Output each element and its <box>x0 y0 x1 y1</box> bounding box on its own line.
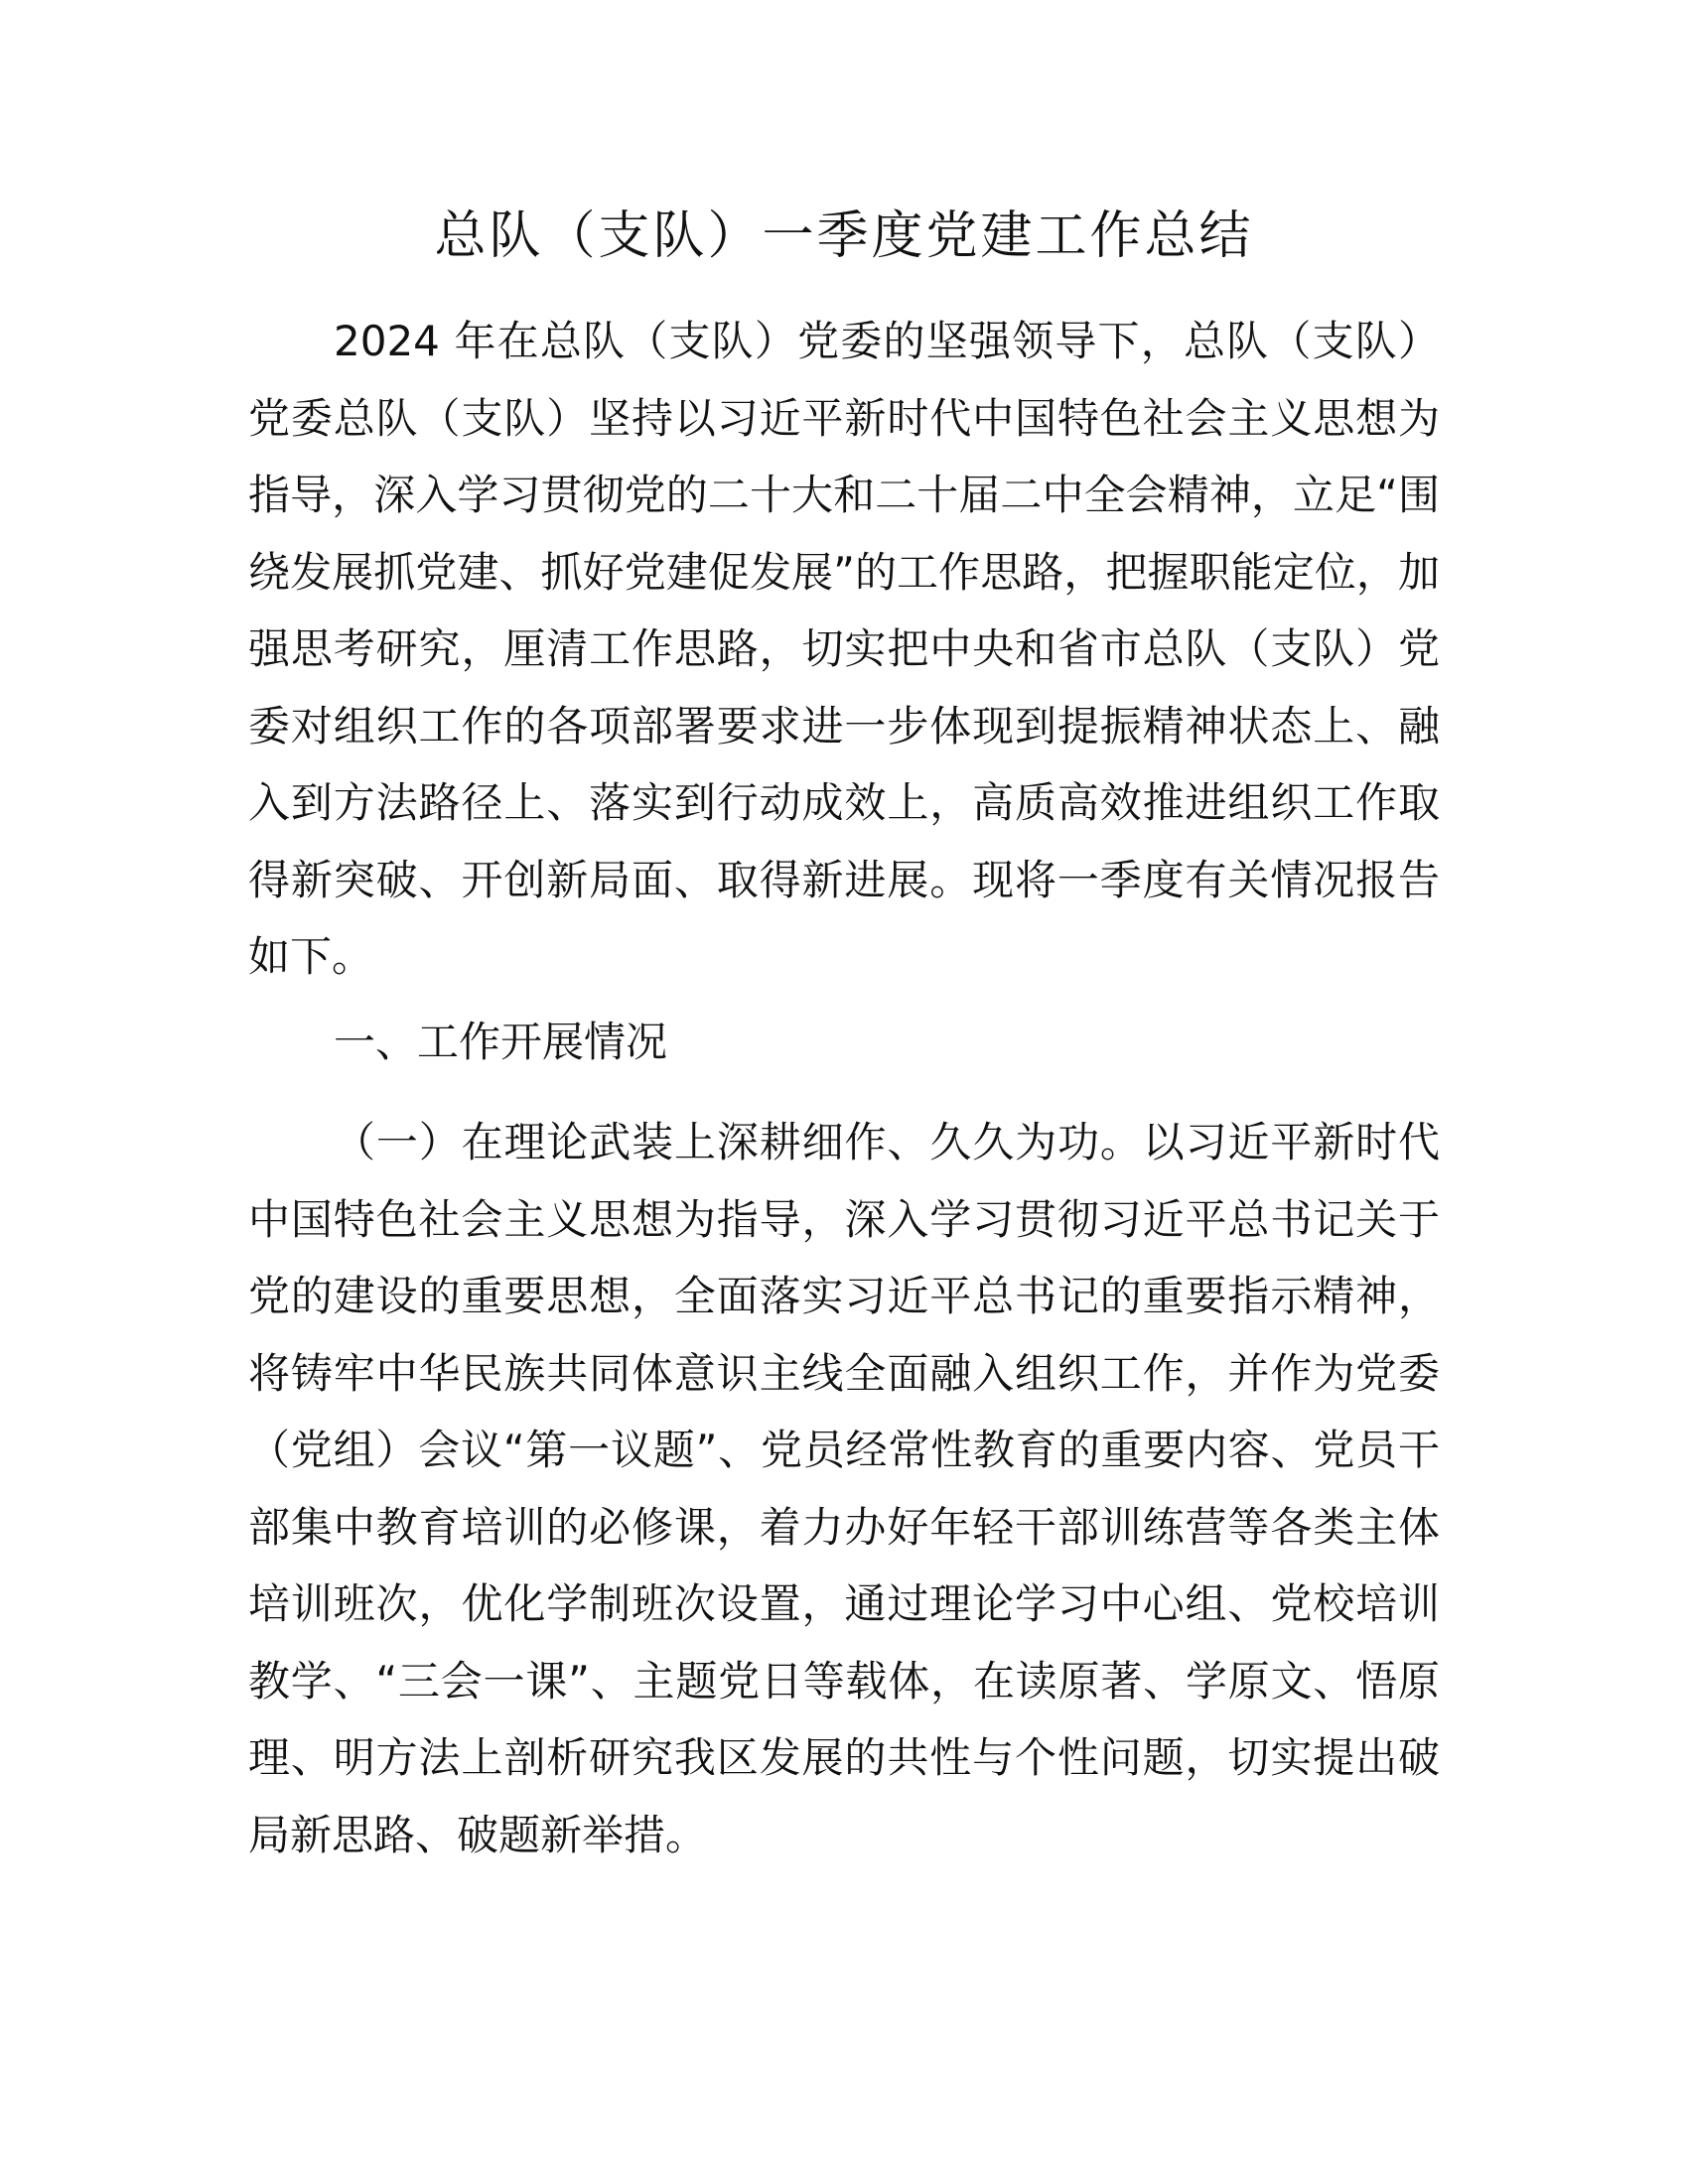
section-heading: 一、工作开展情况 <box>334 1018 668 1066</box>
intro-paragraph: 2024 年在总队（支队）党委的坚强领导下，总队（支队）党委总队（支队）坚持以习近平新时代中国特色社会主义思想为指导，深入学习贯彻党的二十大和二十届二中全会精神，立足“围绕发展抓党建、抓好党建促发展”的工作思路，把握职能定位，加强思考研究，厘清工作思路，切实把中央和省市总队（支队）党委对组织工作的各项部署要求进一步体现到提振精神状态上、融入到方法路径上、落实到行动成效上，高质高效推进组织工作取得新突破、开创新局面、取得新进展。现将一季度有关情况报告如下。 <box>248 317 1440 981</box>
theory-paragraph: （一）在理论武装上深耕细作、久久为功。以习近平新时代中国特色社会主义思想为指导，深入学习贯彻习近平总书记关于党的建设的重要思想，全面落实习近平总书记的重要指示精神，将铸牢中华民族共同体意识主线全面融入组织工作，并作为党委（党组）会议“第一议题”、党员经常性教育的重要内容、党员干部集中教育培训的必修课，着力办好年轻干部训练营等各类主体培训班次，优化学制班次设置，通过理论学习中心组、党校培训教学、“三会一课”、主题党日等载体，在读原著、学原文、悟原理、明方法上剖析研究我区发展的共性与个性问题，切实提出破局新思路、破题新举措。 <box>248 1118 1440 1859</box>
document-title: 总队（支队）一季度党建工作总结 <box>434 206 1254 266</box>
